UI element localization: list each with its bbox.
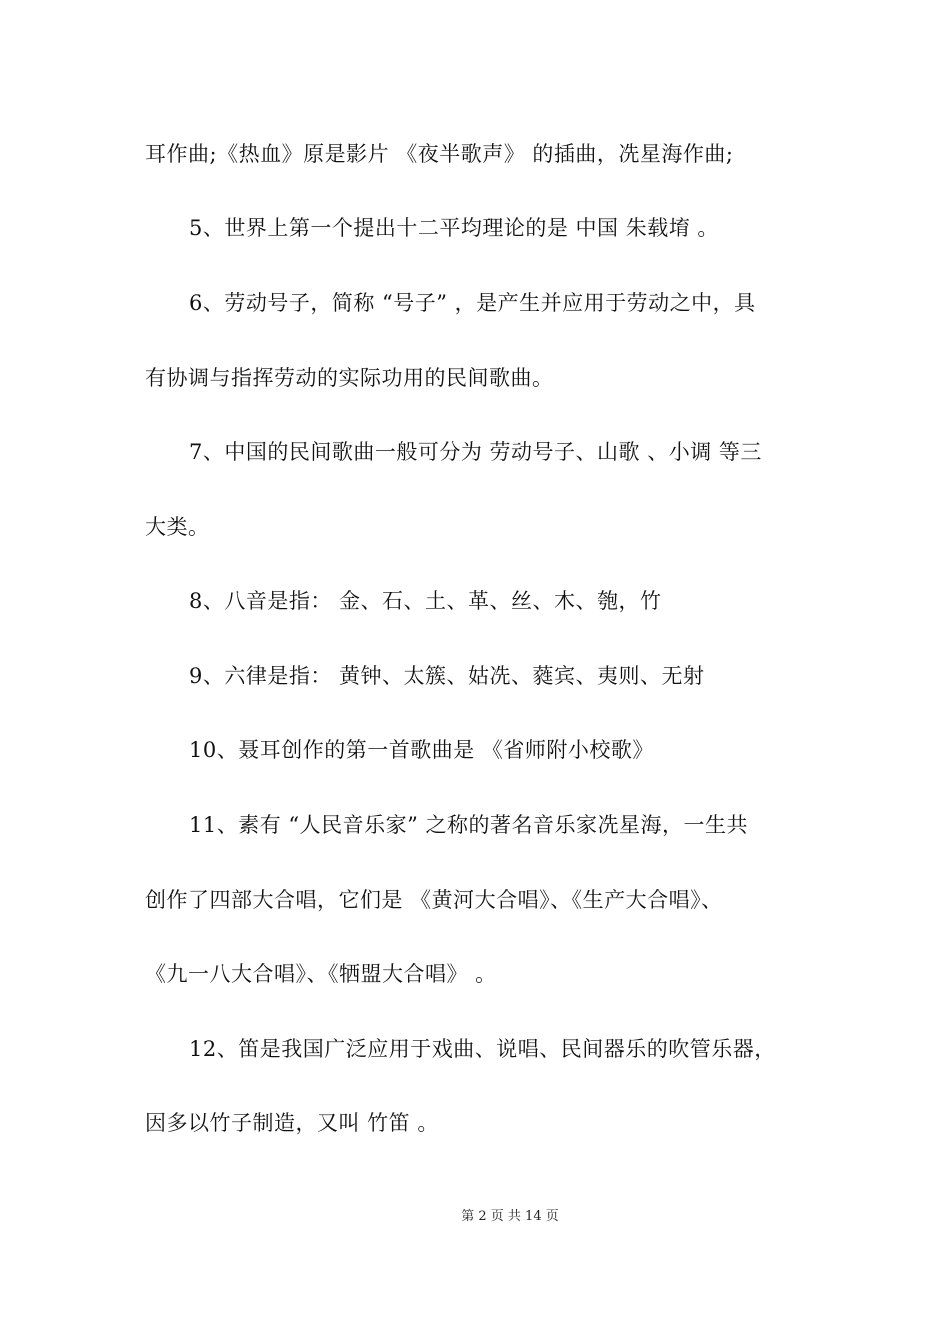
text-line-3: 6、劳动号子，简称 “号子” ，是产生并应用于劳动之中，具	[189, 291, 756, 315]
text-line-12: 《九一八大合唱》、《牺盟大合唱》 。	[145, 962, 497, 986]
page-number-footer: 第 2 页 共 14 页	[461, 1209, 559, 1224]
text-line-2: 5、世界上第一个提出十二平均理论的是 中国 朱载堉 。	[189, 216, 719, 240]
text-line-13: 12、笛是我国广泛应用于戏曲、说唱、民间器乐的吹管乐器，	[189, 1037, 776, 1061]
text-line-1: 耳作曲;《热血》原是影片 《夜半歌声》 的插曲，冼星海作曲;	[145, 142, 734, 166]
text-line-7: 8、八音是指： 金、石、土、革、丝、木、匏，竹	[189, 589, 662, 613]
text-line-6: 大类。	[145, 515, 210, 539]
text-line-11: 创作了四部大合唱，它们是 《黄河大合唱》、《生产大合唱》、	[145, 888, 723, 912]
text-line-8: 9、六律是指： 黄钟、太簇、姑冼、蕤宾、夷则、无射	[189, 664, 705, 688]
text-line-4: 有协调与指挥劳动的实际功用的民间歌曲。	[145, 366, 554, 390]
text-line-14: 因多以竹子制造，又叫 竹笛 。	[145, 1111, 439, 1135]
text-line-10: 11、素有 “人民音乐家” 之称的著名音乐家冼星海，一生共	[189, 813, 749, 837]
text-line-5: 7、中国的民间歌曲一般可分为 劳动号子、山歌 、小调 等三	[189, 440, 762, 464]
text-line-9: 10、聂耳创作的第一首歌曲是 《省师附小校歌》	[189, 738, 654, 762]
